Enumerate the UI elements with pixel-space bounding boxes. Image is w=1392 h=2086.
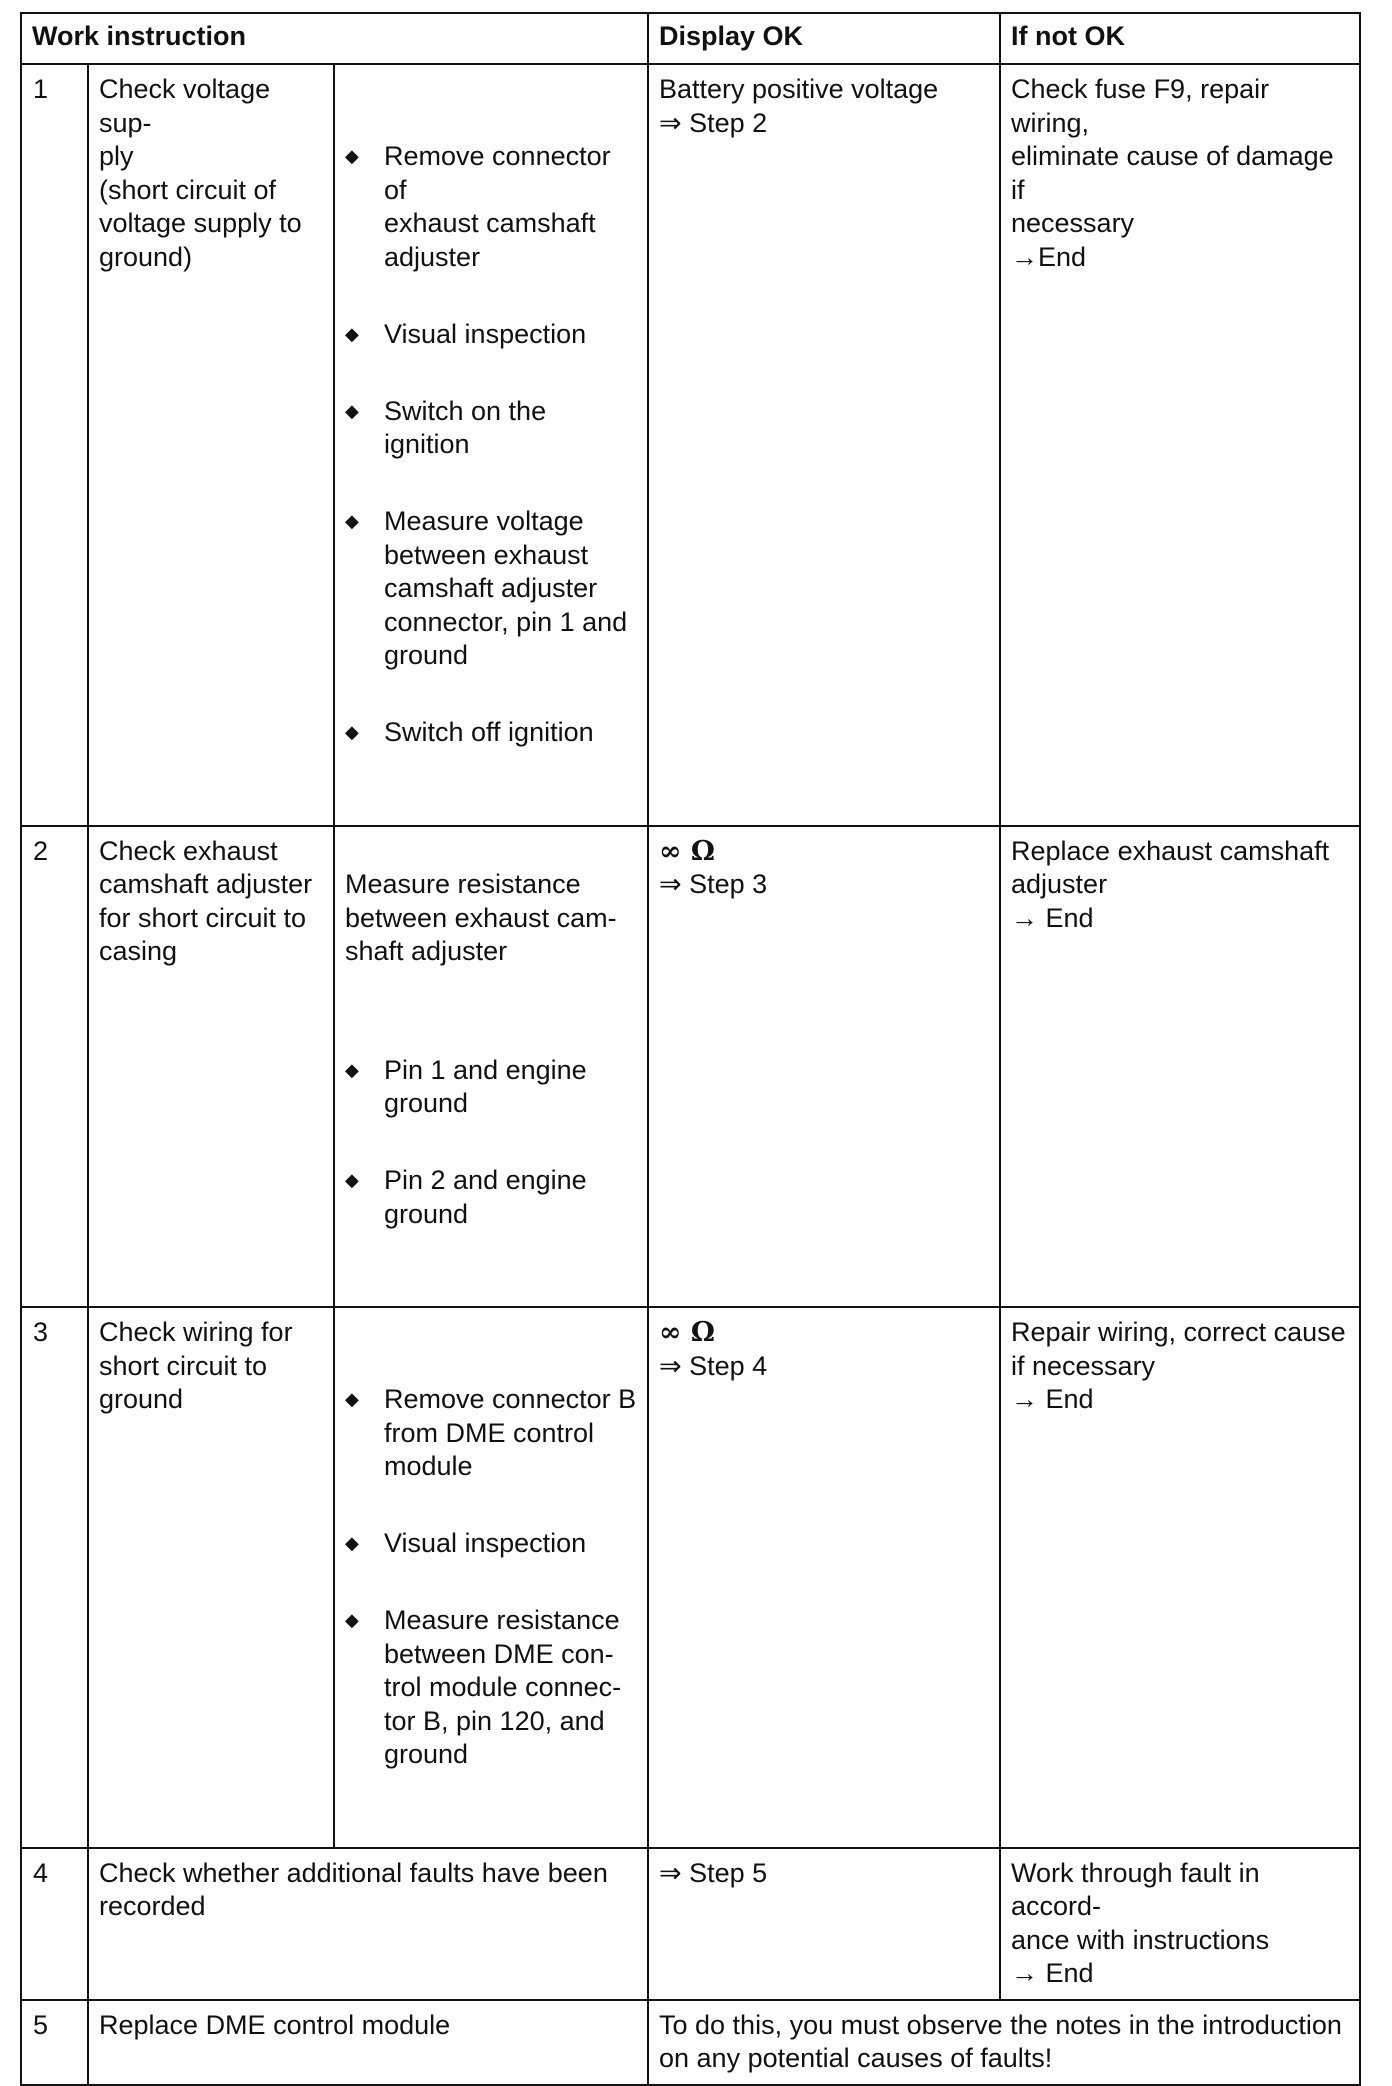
task-description: Check wiring for short circuit to ground bbox=[88, 1307, 334, 1848]
display-ok-cell bbox=[648, 1848, 1000, 2000]
if-not-ok-cell: Work through fault in accord- ance with instructions → End bbox=[1000, 1848, 1360, 2000]
task-description: Replace DME control module bbox=[88, 2000, 648, 2085]
list-item-text: Measure voltage between exhaust camshaft adjuster connector, pin 1 and ground bbox=[384, 506, 628, 670]
diamond-bullet-icon: ◆ bbox=[345, 400, 359, 422]
task-description: Check exhaust camshaft adjuster for short circuit to casing bbox=[88, 826, 334, 1308]
header-work-instruction: Work instruction bbox=[21, 13, 648, 64]
list-item bbox=[345, 140, 638, 274]
diamond-bullet-icon: ◆ bbox=[345, 722, 359, 743]
procedure-list bbox=[345, 1020, 638, 1265]
if-not-ok-cell: Repair wiring, correct cause if necessary → End bbox=[1000, 1307, 1360, 1848]
procedure-cell bbox=[334, 1307, 648, 1848]
list-item-text: Measure resistance between DME con- trol module connec- tor B, pin 120, and ground bbox=[384, 1605, 622, 1769]
display-ok-next-step: ⇒ Step 4 bbox=[659, 1350, 768, 1381]
step-number: 2 bbox=[21, 826, 88, 1308]
table-row bbox=[21, 1848, 1360, 2000]
diamond-bullet-icon: ◆ bbox=[345, 323, 359, 345]
diamond-bullet-icon: ◆ bbox=[345, 1610, 359, 1631]
header-if-not-ok: If not OK bbox=[1000, 13, 1360, 64]
table-row bbox=[21, 1307, 1360, 1848]
list-item bbox=[345, 1164, 638, 1231]
table-row bbox=[21, 826, 1360, 1308]
step-number: 5 bbox=[21, 2000, 88, 2085]
list-item-text: Switch on the ignition bbox=[384, 395, 547, 459]
display-ok-cell bbox=[648, 1307, 1000, 1848]
list-item-text: Remove connector of exhaust camshaft adjuster bbox=[384, 141, 611, 272]
procedure-list bbox=[345, 107, 638, 784]
display-ok-value: Battery positive voltage bbox=[659, 74, 939, 104]
list-item bbox=[345, 1383, 638, 1484]
diamond-bullet-icon: ◆ bbox=[345, 1389, 359, 1410]
list-item-text: Remove connector B from DME control module bbox=[384, 1384, 637, 1481]
list-item bbox=[345, 505, 638, 673]
list-item bbox=[345, 318, 638, 352]
work-instruction-table bbox=[20, 12, 1361, 2086]
list-item bbox=[345, 716, 638, 750]
procedure-list bbox=[345, 1350, 638, 1806]
list-item bbox=[345, 1054, 638, 1121]
if-not-ok-cell: Check fuse F9, repair wiring, eliminate cause of damage if necessary →End bbox=[1000, 64, 1360, 826]
display-ok-next-step: ⇒ Step 2 bbox=[659, 107, 768, 138]
task-description: Check whether additional faults have been recorded bbox=[88, 1848, 648, 2000]
list-item-text: Pin 1 and engine ground bbox=[384, 1054, 587, 1118]
display-ok-next-step: ⇒ Step 3 bbox=[659, 869, 768, 899]
list-item-text: Visual inspection bbox=[384, 318, 587, 349]
display-ok-cell bbox=[648, 64, 1000, 826]
task-description: Check voltage sup- ply (short circuit of voltage supply to ground) bbox=[88, 64, 334, 826]
step-number: 3 bbox=[21, 1307, 88, 1848]
step-number: 4 bbox=[21, 1848, 88, 2000]
list-item bbox=[345, 1527, 638, 1561]
list-item bbox=[345, 395, 638, 462]
note-cell: To do this, you must observe the notes in the introduction on any potential causes of faults! bbox=[648, 2000, 1360, 2085]
diamond-bullet-icon: ◆ bbox=[345, 511, 359, 532]
list-item-text: Switch off ignition bbox=[384, 717, 594, 747]
if-not-ok-cell: Replace exhaust camshaft adjuster → End bbox=[1000, 826, 1360, 1308]
diamond-bullet-icon: ◆ bbox=[345, 1170, 359, 1191]
diamond-bullet-icon: ◆ bbox=[345, 1059, 359, 1081]
header-row bbox=[21, 13, 1360, 64]
step-number: 1 bbox=[21, 64, 88, 826]
display-ok-value: ∞ Ω bbox=[659, 835, 715, 867]
display-ok-value: ∞ Ω bbox=[659, 1317, 715, 1348]
diamond-bullet-icon: ◆ bbox=[345, 146, 359, 167]
header-display-ok: Display OK bbox=[648, 13, 1000, 64]
list-item-text: Visual inspection bbox=[384, 1528, 587, 1558]
table-row bbox=[21, 64, 1360, 826]
list-item bbox=[345, 1604, 638, 1772]
list-item-text: Pin 2 and engine ground bbox=[384, 1165, 587, 1229]
procedure-cell bbox=[334, 826, 648, 1308]
display-ok-cell bbox=[648, 826, 1000, 1308]
procedure-lead-text: Measure resistance between exhaust cam- shaft adjuster bbox=[345, 869, 617, 966]
diamond-bullet-icon: ◆ bbox=[345, 1533, 359, 1554]
table-row bbox=[21, 2000, 1360, 2085]
procedure-cell bbox=[334, 64, 648, 826]
display-ok-next-step: ⇒ Step 5 bbox=[659, 1857, 768, 1888]
